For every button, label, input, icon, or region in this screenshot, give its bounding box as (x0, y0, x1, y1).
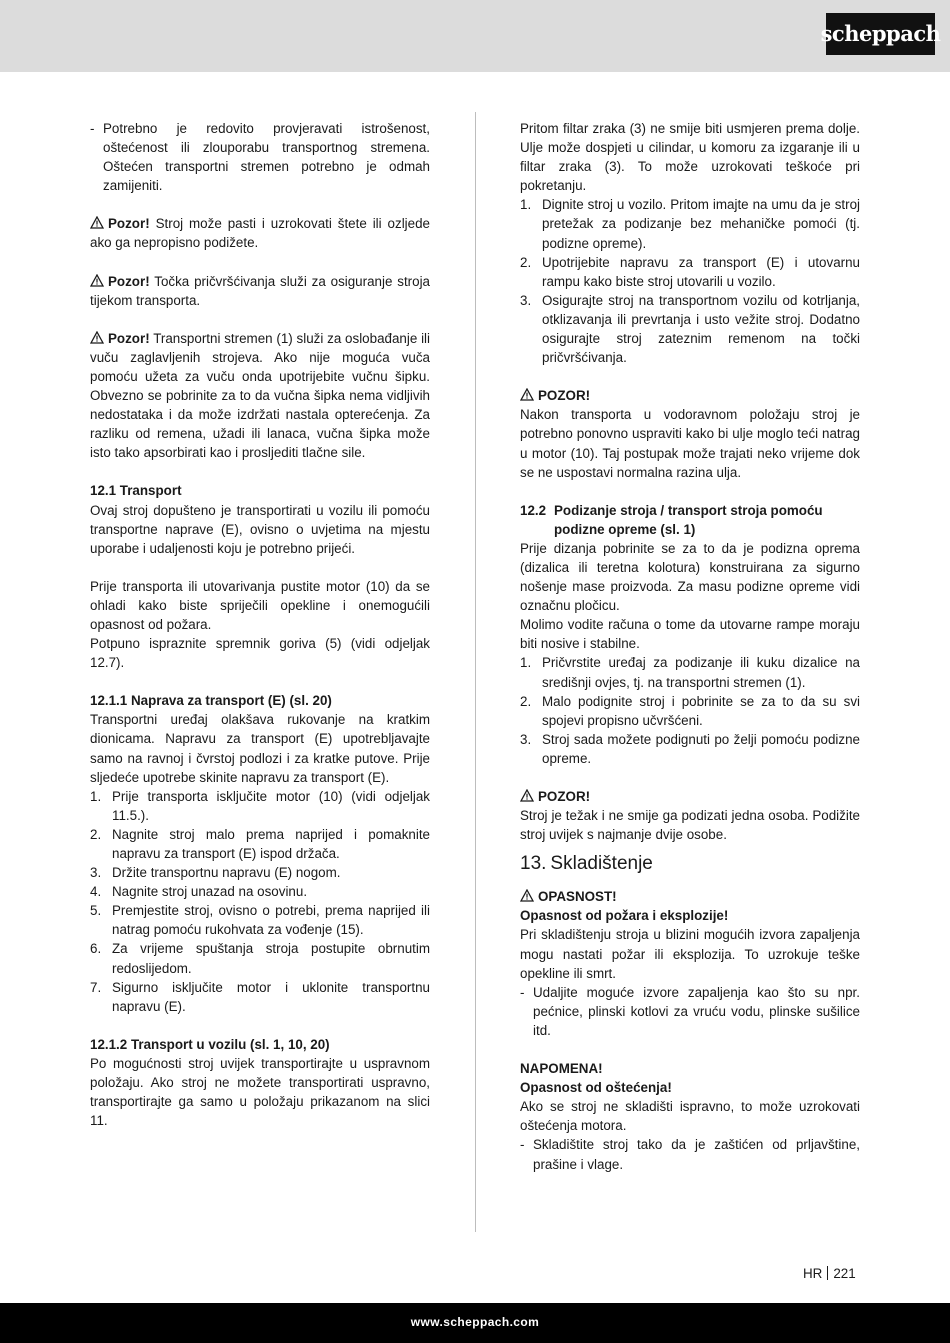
footer-bar (0, 1303, 950, 1343)
section-heading-13: 13. Skladištenje (520, 853, 653, 875)
warning-triangle-icon (90, 331, 104, 344)
list-item: 4. Nagnite stroj unazad na osovinu. (90, 884, 308, 900)
paragraph: Pri skladištenju stroja u blizini mogućih izvora zapaljenja mogu nastati požar ili eksplozija. To uzrokuje teške opekline ili smrt. (520, 927, 860, 981)
list-item: 1. Pričvrstite uređaj za podizanje ili kuku dizalice na središnji ovjes, tj. na transportni stremen (1). (520, 655, 860, 690)
numbered-list (90, 787, 430, 1016)
caution-heading: POZOR! (520, 386, 860, 405)
warning-note: Pozor! Stroj može pasti i uzrokovati štete ili ozljede ako ga nepropisno podižete. (90, 216, 430, 251)
caution-heading: POZOR! (520, 787, 860, 806)
brand-logo: scheppach (826, 13, 935, 55)
numbered-list (520, 653, 860, 768)
paragraph: Nakon transporta u vodoravnom položaju stroj je potrebno ponovno uspraviti kako bi ulje moglo teći natrag u motor (10). Taj postupak može trajati neko vrijeme dok se ne uspostavi normalna razina ulja. (520, 407, 860, 480)
list-item: 5. Premjestite stroj, ovisno o potrebi, prema naprijed ili natrag pomoću rukohvata za vođenje (15). (90, 903, 430, 938)
left-column (90, 119, 430, 1130)
list-item: 2. Malo podignite stroj i pobrinite se za to da su svi spojevi propisno učvršćeni. (520, 693, 860, 728)
list-item: 3. Stroj sada možete podignuti po želji pomoću podizne opreme. (520, 731, 860, 766)
warning-triangle-icon (520, 889, 534, 902)
paragraph: Stroj je težak i ne smije ga podizati jedna osoba. Podižite stroj uvijek s najmanje dvije osobe. (520, 808, 860, 843)
list-item: - Potrebno je redovito provjeravati istrošenost, oštećenost ili zlouporabu transportnog stremena. Oštećen transportni stremen potrebno je odmah zamijeniti. (90, 121, 430, 194)
separator (827, 1266, 828, 1280)
column-divider (475, 112, 476, 1232)
warning-note: Pozor! Točka pričvršćivanja služi za osiguranje stroja tijekom transporta. (90, 273, 430, 308)
list-item: 1. Dignite stroj u vozilo. Pritom imajte na umu da je stroj pretežak za podizanje bez mehaničke pomoći (tj. podizne opreme). (520, 197, 860, 251)
list-item: - Skladištite stroj tako da je zaštićen od prljavštine, prašine i vlage. (520, 1137, 860, 1172)
paragraph: Prije dizanja pobrinite se za to da je podizna oprema (dizalica ili teretna kolotura) konstruirana za sigurno nošenje mase proizvoda. Za masu podizne opreme vidi označnu pločicu. (520, 540, 860, 614)
paragraph: Ako se stroj ne skladišti ispravno, to može uzrokovati oštećenja motora. (520, 1099, 860, 1134)
list-item: 2. Nagnite stroj malo prema naprijed i pomaknite napravu za transport (E) ispod držača. (90, 826, 430, 861)
list-item: 6. Za vrijeme spuštanja stroja postupite obrnutim redoslijedom. (90, 941, 430, 976)
header-bar (0, 0, 950, 72)
list-item: - Udaljite moguće izvore zapaljenja kao što su npr. pećnice, plinski kotlovi za vruću vodu, plinske sušilice itd. (520, 984, 860, 1038)
list-item: 3. Osigurajte stroj na transportnom vozilu od kotrljanja, otklizavanja ili prevrtanja i usto vežite stroj. Dodatno osigurajte stroj zateznim remenom na točki pričvršćivanja. (520, 292, 860, 366)
list-item: 3. Držite transportnu napravu (E) nogom. (90, 865, 341, 881)
page-number: HR 221 (803, 1266, 856, 1281)
paragraph: Po mogućnosti stroj uvijek transportirajte u uspravnom položaju. Ako stroj ne možete transportirati uspravno, transportirajte ga samo u položaju prikazanom na slici 11. (90, 1055, 430, 1129)
paragraph: Ovaj stroj dopušteno je transportirati u vozilu ili pomoću transportne naprave (E), ovisno o uvjetima na mjestu uporabe i udaljenosti koju je potrebno prijeći. (90, 502, 430, 556)
numbered-list (520, 195, 860, 367)
section-heading-12-1: 12.1 Transport (90, 483, 182, 499)
note-heading: NAPOMENA! (520, 1061, 603, 1077)
warning-triangle-icon (90, 216, 104, 229)
danger-heading: OPASNOST! (520, 887, 860, 906)
warning-triangle-icon (520, 789, 534, 802)
warning-triangle-icon (520, 388, 534, 401)
paragraph: Potpuno ispraznite spremnik goriva (5) (vidi odjeljak 12.7). (90, 636, 430, 671)
danger-subheading: Opasnost od požara i eksplozije! (520, 908, 729, 924)
paragraph: Prije transporta ili utovarivanja pustite motor (10) da se ohladi kako biste spriječili opekline i onemogućili opasnost od požara. (90, 578, 430, 632)
note-subheading: Opasnost od oštećenja! (520, 1080, 672, 1096)
list-item: 1. Prije transporta isključite motor (10) (vidi odjeljak 11.5.). (90, 788, 430, 823)
paragraph: Molimo vodite računa o tome da utovarne rampe moraju biti nosive i stabilne. (520, 617, 860, 652)
list-item: 2. Upotrijebite napravu za transport (E) i utovarnu rampu kako biste stroj utovarili u vozilo. (520, 254, 860, 289)
list-item: 7. Sigurno isključite motor i uklonite transportnu napravu (E). (90, 979, 430, 1014)
paragraph: Transportni uređaj olakšava rukovanje na kratkim dionicama. Napravu za transport (E) upotrebljavajte samo na ravnoj i čvrstoj podlozi i za kratke putove. Prije sljedeće upotrebe skinite napravu za transport (E). (90, 712, 430, 785)
section-heading-12-1-2: 12.1.2 Transport u vozilu (sl. 1, 10, 20) (90, 1036, 330, 1052)
warning-triangle-icon (90, 274, 104, 287)
warning-note: Pozor! Transportni stremen (1) služi za oslobađanje ili vuču zaglavljenih strojeva. Ako nije moguća vuča pomoću užeta za vuču onda upotrijebite vučnu šipku. Obvezno se pobrinite za to da vučna šipka nema vidljivih nedostataka i da može izdržati nastala opterećenja. Za razliku od remena, užadi ili lanaca, vučna šipka može isto tako apsorbirati kao i prosljediti tlačne sile. (90, 330, 430, 461)
right-column (520, 119, 860, 1174)
website-url[interactable]: www.scheppach.com (410, 1315, 540, 1330)
paragraph: Pritom filtar zraka (3) ne smije biti usmjeren prema dolje. Ulje može dospjeti u cilindar, u komoru za izgaranje ili u filtar zraka (3). To može uzrokovati teškoće pri pokretanju. (520, 121, 860, 194)
section-heading-12-1-1: 12.1.1 Naprava za transport (E) (sl. 20) (90, 693, 332, 709)
section-heading-12-2: 12.2 Podizanje stroja / transport stroja pomoću podizne opreme (sl. 1) (520, 502, 823, 537)
